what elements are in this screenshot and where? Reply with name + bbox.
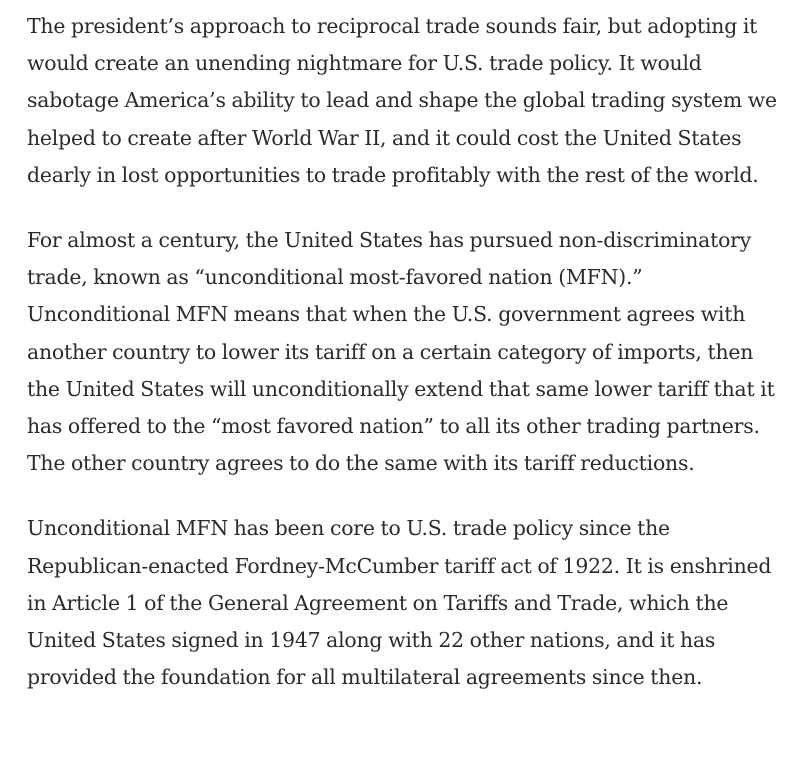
paragraph-mfn-history: Unconditional MFN has been core to U.S. trade policy since the Republican-enacted Fordney-McCumber tariff act of 1922. It is enshrined in Article 1 of the General Agreement on Tariffs and Trade, which the United States signed in 1947 along with 22 other nations, and it has provided the foundation for all multilateral agreements since then. <box>27 516 772 690</box>
paragraph-unconditional-mfn: For almost a century, the United States has pursued non-discriminatory trade, known as “unconditional most-favored nation (MFN).” Unconditional MFN means that when the U.S. government agrees with another country to lower its tariff on a certain category of imports, then the United States will unconditionally extend that same lower tariff that it has offered to the “most favored nation” to all its other trading partners. The other country agrees to do the same with its tariff reductions. <box>27 228 775 476</box>
paragraph-reciprocal-trade: The president’s approach to reciprocal trade sounds fair, but adopting it would create an unending nightmare for U.S. trade policy. It would sabotage America’s ability to lead and shape the global trading system we helped to create after World War II, and it could cost the United States dearly in lost opportunities to trade profitably with the rest of the world. <box>27 14 777 187</box>
